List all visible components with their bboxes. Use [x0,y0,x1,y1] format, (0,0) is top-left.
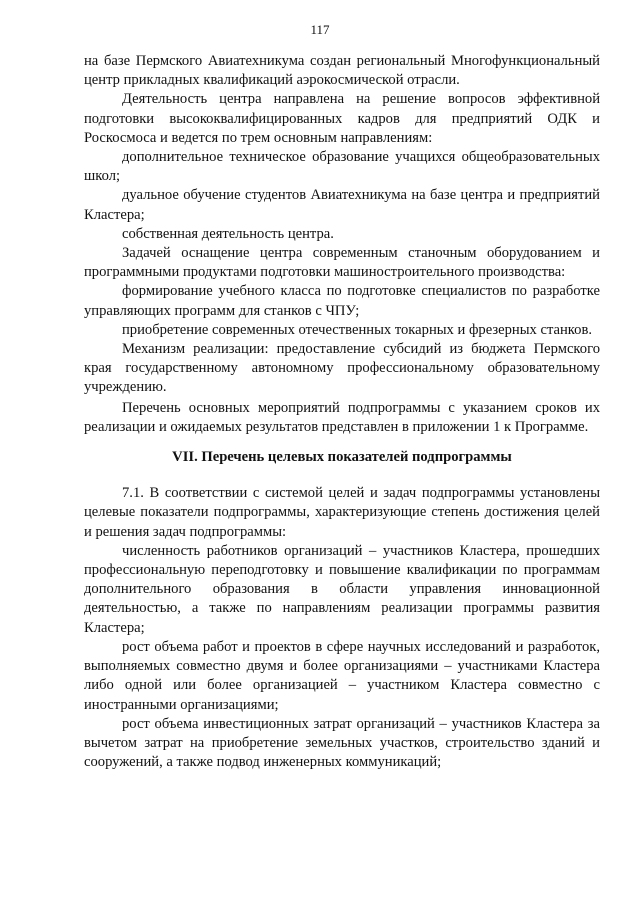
list-item: формирование учебного класса по подготовке специалистов по разработке управляющих программ для станков с ЧПУ; [84,283,600,319]
page-number: 117 [310,22,330,37]
paragraph: 7.1. В соответствии с системой целей и задач подпрограммы установлены целевые показатели подпрограммы, характеризующие степень достижения целей и решения задач подпрограммы: [84,485,600,540]
paragraph: Механизм реализации: предоставление субсидий из бюджета Пермского края государственному автономному профессиональному образовательному учреждению. [84,341,600,396]
list-item: приобретение современных отечественных токарных и фрезерных станков. [122,321,592,338]
list-item: численность работников организаций – участников Кластера, прошедших профессиональную переподготовку и повышение квалификации по программам дополнительного образования в области управления инновационной деятельностью, а также по направлениям реализации программы развития Кластера; [84,542,600,636]
section-heading: VII. Перечень целевых показателей подпрограммы [172,449,512,466]
paragraph: Задачей оснащение центра современным станочным оборудованием и программными продуктами подготовки машиностроительного производства: [84,245,600,281]
list-item: рост объема инвестиционных затрат организаций – участников Кластера за вычетом затрат на приобретение земельных участков, строительство зданий и сооружений, а также подвод инженерных коммуникаций; [84,715,600,771]
list-item: дуальное обучение студентов Авиатехникума на базе центра и предприятий Кластера; [84,187,600,223]
list-item: собственная деятельность центра. [122,225,334,242]
list-item: дополнительное техническое образование учащихся общеобразовательных школ; [84,149,600,185]
document-body [84,52,600,772]
paragraph: Перечень основных мероприятий подпрограммы с указанием сроков их реализации и ожидаемых результатов представлен в приложении 1 к Программе. [84,399,600,435]
list-item: рост объема работ и проектов в сфере научных исследований и разработок, выполняемых совместно двумя и более организациями – участниками Кластера либо одной или более организацией – участником Кластера совместно с иностранными организациями; [84,638,600,713]
paragraph: Деятельность центра направлена на решение вопросов эффективной подготовки высококвалифицированных кадров для предприятий ОДК и Роскосмоса и ведется по трем основным направлениям: [84,91,600,146]
paragraph: на базе Пермского Авиатехникума создан региональный Многофункциональный центр прикладных квалификаций аэрокосмической отрасли. [84,53,600,89]
